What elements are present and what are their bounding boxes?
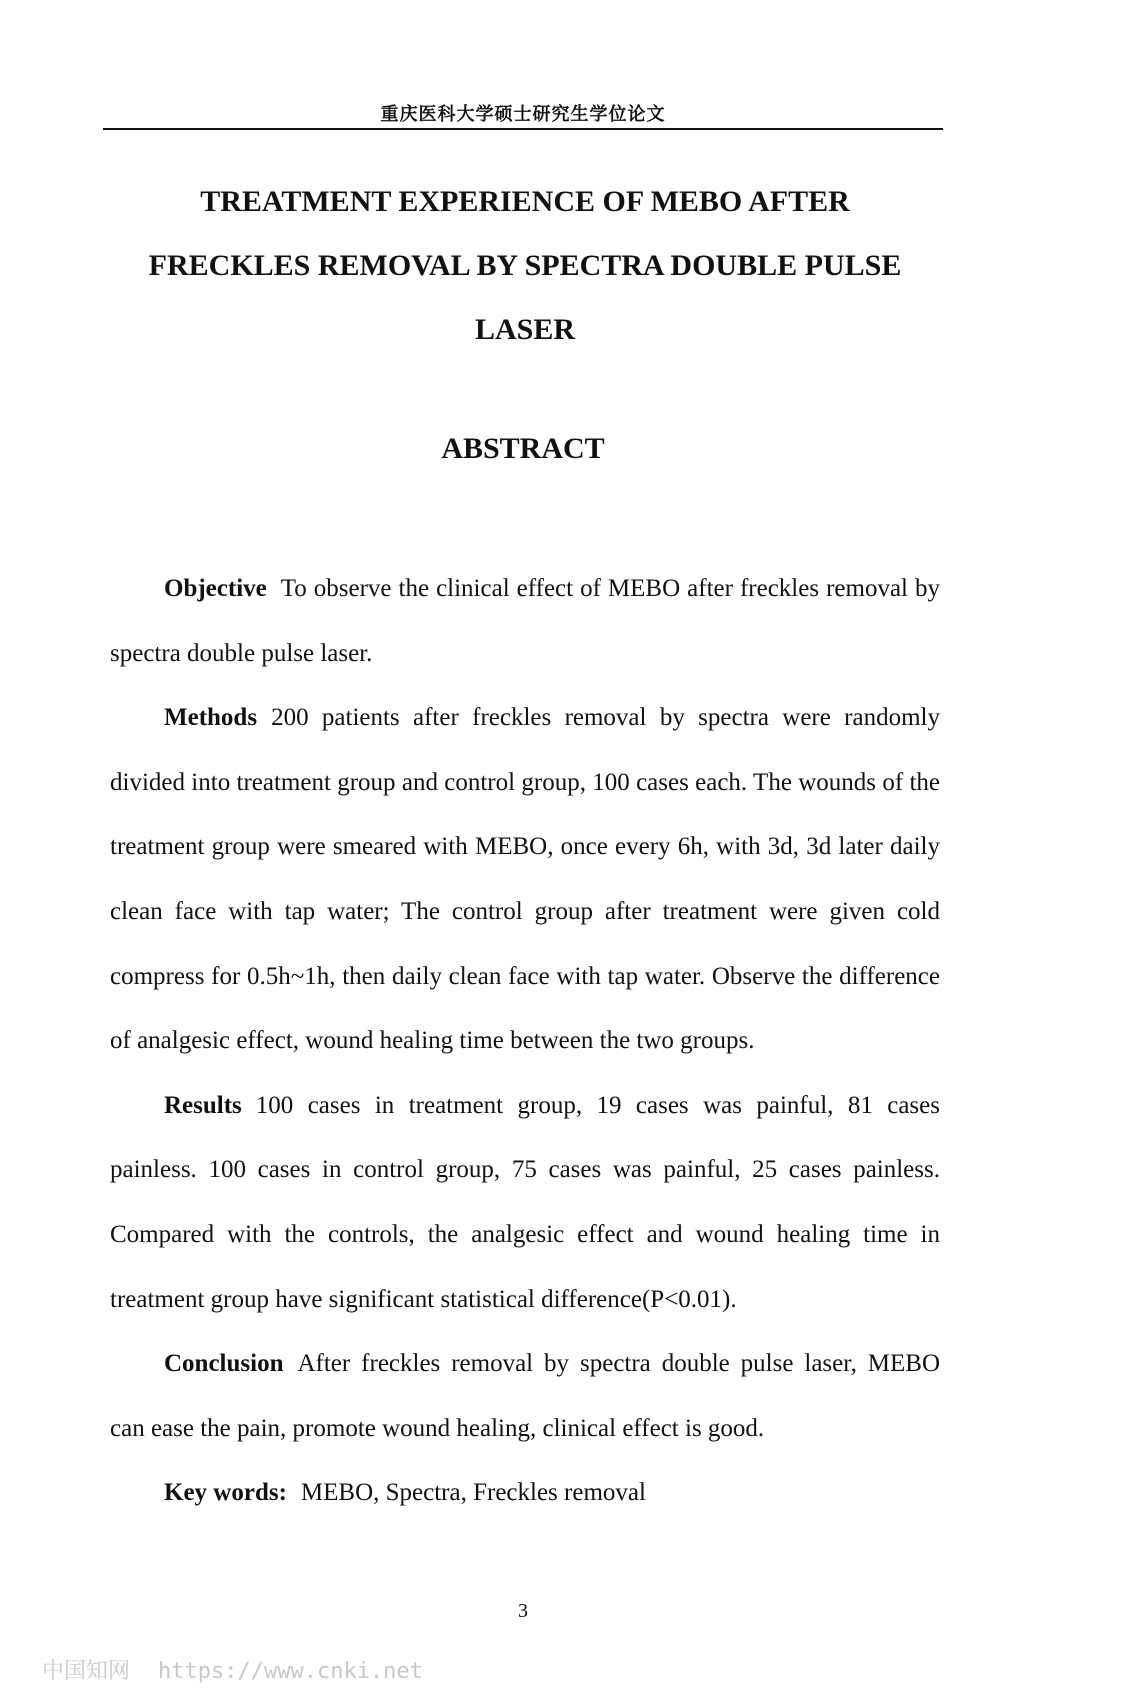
title-line-1: TREATMENT EXPERIENCE OF MEBO AFTER [200,185,850,218]
watermark-site-name: 中国知网 [42,1659,131,1684]
conclusion-label: Conclusion [164,1350,284,1378]
objective-label: Objective [164,575,267,602]
results-text: 100 cases in treatment group, 19 cases was painful, 81 cases painless. 100 cases in control group, 75 cases was painful, 25 cases painless. Compared with the controls, the analgesic effect and wound healing time in treatment group have significant statistical difference(P<0.01). [110,1091,940,1313]
methods-paragraph [110,686,940,1074]
page-number: 3 [518,1600,528,1622]
cnki-watermark [42,1654,423,1685]
methods-text: 200 patients after freckles removal by spectra were randomly divided into treatment group and control group, 100 cases each. The wounds of the treatment group were smeared with MEBO, once every 6h, with 3d, 3d later daily clean face with tap water; The control group after treatment were given cold compress for 0.5h~1h, then daily clean face with tap water. Observe the difference of analgesic effect, wound healing time between the two groups. [110,704,940,1055]
objective-paragraph [110,557,940,686]
methods-label: Methods [164,704,258,732]
running-header: 重庆医科大学硕士研究生学位论文 [380,104,666,125]
keywords-label: Key words: [164,1479,287,1507]
title-line-3: LASER [474,313,576,346]
keywords-paragraph [110,1461,940,1526]
header-rule [103,128,943,130]
objective-text: To observe the clinical effect of MEBO after freckles removal by spectra double pulse laser. [110,575,940,667]
abstract-heading: ABSTRACT [441,432,605,465]
paper-title [110,170,940,362]
conclusion-text: After freckles removal by spectra double pulse laser, MEBO can ease the pain, promote wound healing, clinical effect is good. [110,1350,940,1442]
watermark-url: https://www.cnki.net [158,1659,423,1684]
results-paragraph [110,1074,940,1332]
results-label: Results [164,1091,242,1119]
abstract-body [110,557,940,1526]
keywords-text: MEBO, Spectra, Freckles removal [300,1479,646,1507]
conclusion-paragraph [110,1332,940,1461]
title-line-2: FRECKLES REMOVAL BY SPECTRA DOUBLE PULSE [148,249,902,282]
